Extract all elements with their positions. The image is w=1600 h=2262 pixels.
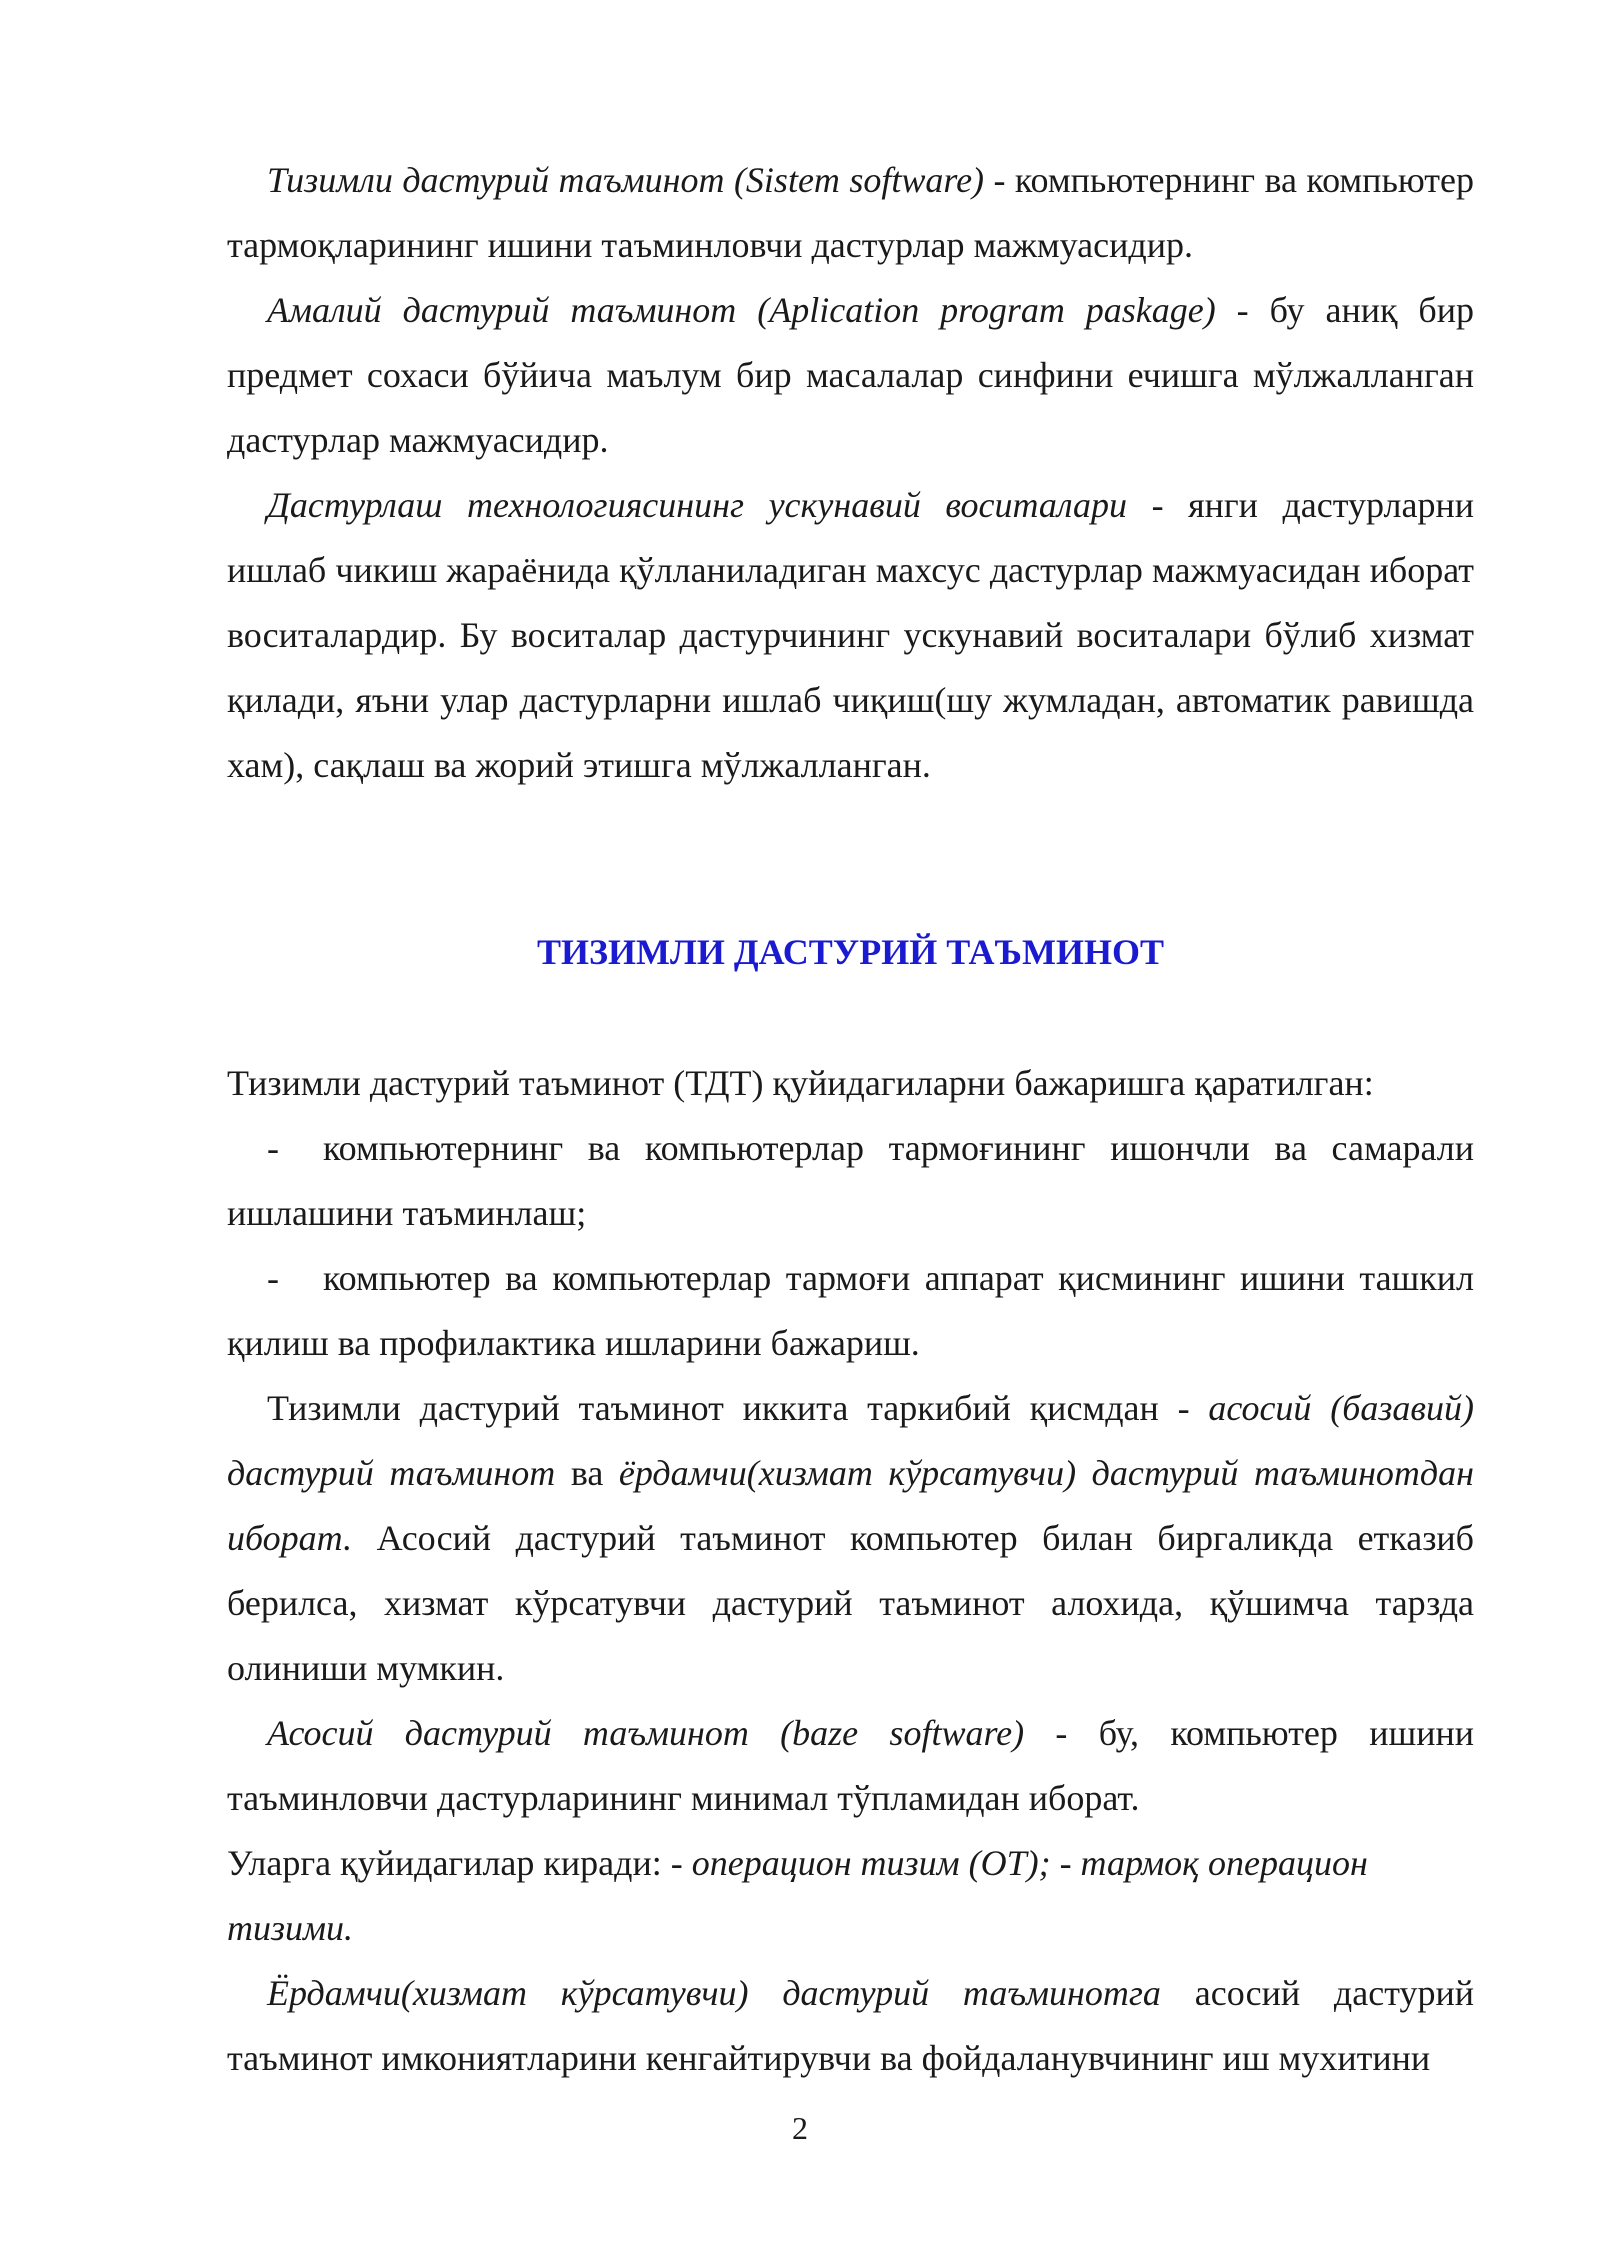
page-number: 2 [792,2110,808,2146]
paragraph-base-software [227,1701,1474,1831]
definition-system-software: - компьютернинг ва компьютер тармоқларининг ишини таъминловчи дастурлар мажмуасидир. [227,160,1474,265]
section-body [227,1051,1474,2091]
term-auxiliary-software: ёрдамчи(хизмат кўрсатувчи) дастурий таъминотдан иборат. [227,1453,1474,1558]
paragraph-components [227,1376,1474,1701]
document-page [227,148,1474,2078]
paragraph-auxiliary-software [227,1961,1474,2091]
definition-auxiliary-software: асосий дастурий таъминот имкониятларини кенгайтирувчи ва фойдаланувчининг иш мухитини [227,1973,1474,2078]
includes-list: - операцион тизим (ОТ); - тармоқ операцион тизими. [227,1843,1368,1948]
components-explanation: Асосий дастурий таъминот компьютер билан биргаликда етказиб берилса, хизмат кўрсатувчи дастурий таъминот алохида, қўшимча тарзда олиниши мумкин. [227,1518,1474,1688]
section-heading: ТИЗИМЛИ ДАСТУРИЙ ТАЪМИНОТ [537,932,1164,972]
paragraph-includes [227,1831,1474,1961]
bullet-dash: - [267,1128,279,1168]
bullet-dash: - [267,1258,279,1298]
paragraph-application-software [227,278,1474,473]
includes-intro: Уларга қуйидагилар киради: [227,1843,671,1883]
definition-application-software: - бу аниқ бир предмет сохаси бўйича маълум бир масалалар синфини ечишга мўлжалланган дастурлар мажмуасидир. [227,290,1474,460]
section-lead: Тизимли дастурий таъминот (ТДТ) қуйидагиларни бажаришга қаратилган: [227,1063,1374,1103]
term-application-software: Амалий дастурий таъминот (Aplication program paskage) [267,290,1216,330]
term-system-software: Тизимли дастурий таъминот (Sistem software) [267,160,985,200]
bullet-text: компьютернинг ва компьютерлар тармоғининг ишончли ва самарали ишлашини таъминлаш; [227,1128,1474,1233]
term-development-tools: Дастурлаш технологиясининг ускунавий воситалари [267,485,1128,525]
bullet-item-2 [227,1246,1474,1376]
definition-development-tools: - янги дастурларни ишлаб чикиш жараёнида қўлланиладиган махсус дастурлар мажмуасидан иборат воситалардир. Бу воситалар дастурчининг ускунавий воситалари бўлиб хизмат қилади, яъни улар дастурларни ишлаб чиқиш(шу жумладан, автоматик равишда хам), сақлаш ва жорий этишга мўлжалланган. [227,485,1474,785]
definition-base-software: - бу, компьютер ишини таъминловчи дастурларининг минимал тўпламидан иборат. [227,1713,1474,1818]
paragraph-development-tools [227,473,1474,798]
term-base-software-def: Асосий дастурий таъминот (baze software) [267,1713,1025,1753]
components-intro: Тизимли дастурий таъминот иккита таркибий қисмдан - [267,1388,1209,1428]
bullet-item-1 [227,1116,1474,1246]
term-base-software: асосий (базавий) дастурий таъминот [227,1388,1474,1493]
components-and: ва [555,1453,619,1493]
paragraph-system-software [227,148,1474,278]
bullet-text: компьютер ва компьютерлар тармоғи аппарат қисмининг ишини ташкил қилиш ва профилактика ишларини бажариш. [227,1258,1474,1363]
term-auxiliary-software-def: Ёрдамчи(хизмат кўрсатувчи) дастурий таъминотга [267,1973,1161,2013]
